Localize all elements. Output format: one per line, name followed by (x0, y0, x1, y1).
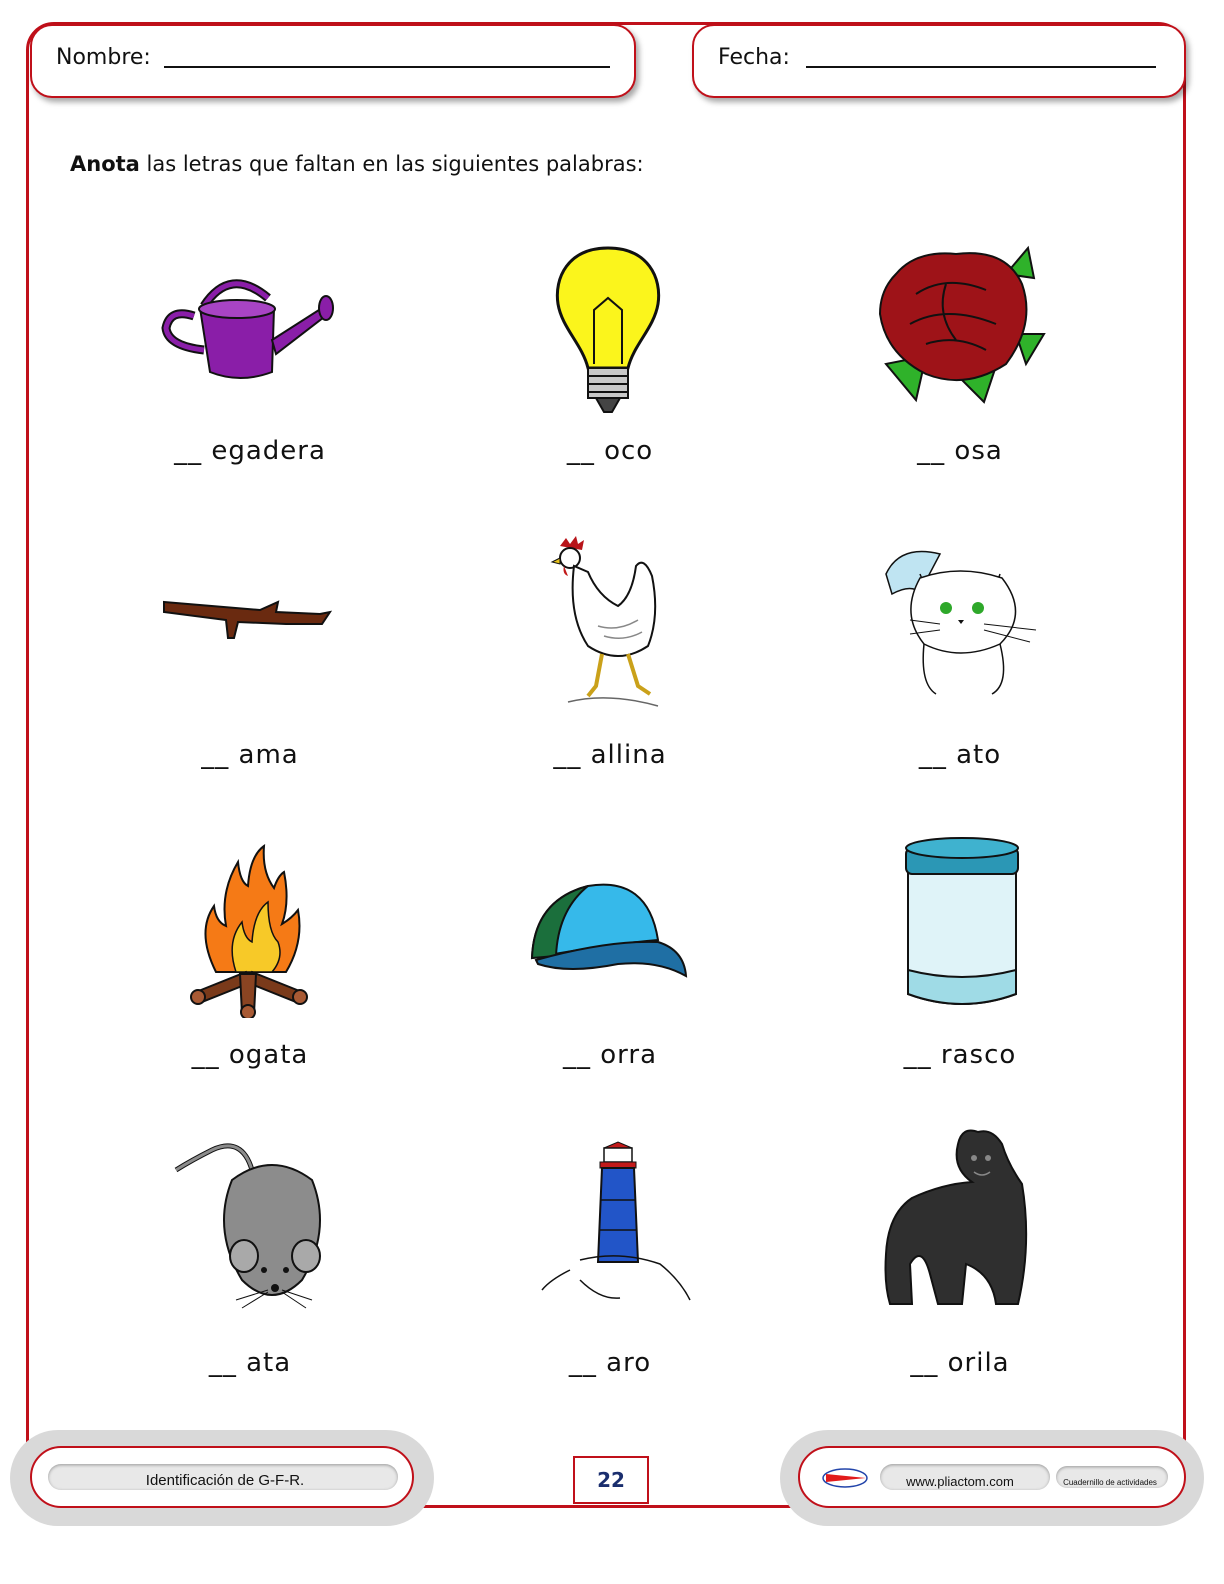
watering-can-icon (160, 268, 336, 386)
word-rosa: __ osa (917, 436, 1003, 466)
name-label: Nombre: (56, 45, 151, 70)
bonfire-icon (186, 842, 312, 1018)
hen-icon (548, 536, 672, 712)
word-frasco: __ rasco (903, 1040, 1017, 1070)
word-faro: __ aro (568, 1348, 652, 1378)
word-rama: __ ama (201, 740, 299, 770)
branch-icon (160, 596, 332, 640)
cap-icon (528, 880, 690, 984)
instruction-text: las letras que faltan en las siguientes palabras: (139, 152, 644, 176)
instruction (70, 152, 644, 176)
word-rata: __ ata (208, 1348, 292, 1378)
page-number: 22 (573, 1456, 649, 1504)
word-gorra: __ orra (562, 1040, 658, 1070)
footer-website[interactable]: www.pliactom.com (906, 1474, 1014, 1489)
word-foco: __ oco (566, 436, 654, 466)
date-box (692, 24, 1186, 98)
light-bulb-icon (550, 244, 666, 416)
name-box (30, 24, 636, 98)
name-field[interactable] (164, 66, 610, 68)
word-gato: __ ato (918, 740, 1002, 770)
word-gallina: __ allina (553, 740, 667, 770)
word-regadera: __ egadera (174, 436, 326, 466)
rose-icon (876, 244, 1046, 404)
instruction-bold: Anota (70, 152, 140, 176)
word-fogata: __ ogata (191, 1040, 309, 1070)
word-gorila: __ orila (910, 1348, 1010, 1378)
lighthouse-icon (540, 1140, 694, 1304)
gorilla-icon (882, 1124, 1038, 1306)
footer-caption: Cuadernillo de actividades (1063, 1478, 1157, 1487)
date-label: Fecha: (718, 45, 790, 70)
footer-identification: Identificación de G-F-R. (145, 1472, 305, 1489)
date-field[interactable] (806, 66, 1156, 68)
cat-icon (880, 544, 1042, 700)
pliactom-logo-icon (818, 1460, 872, 1496)
jar-icon (900, 834, 1024, 1012)
mouse-icon (172, 1130, 328, 1310)
